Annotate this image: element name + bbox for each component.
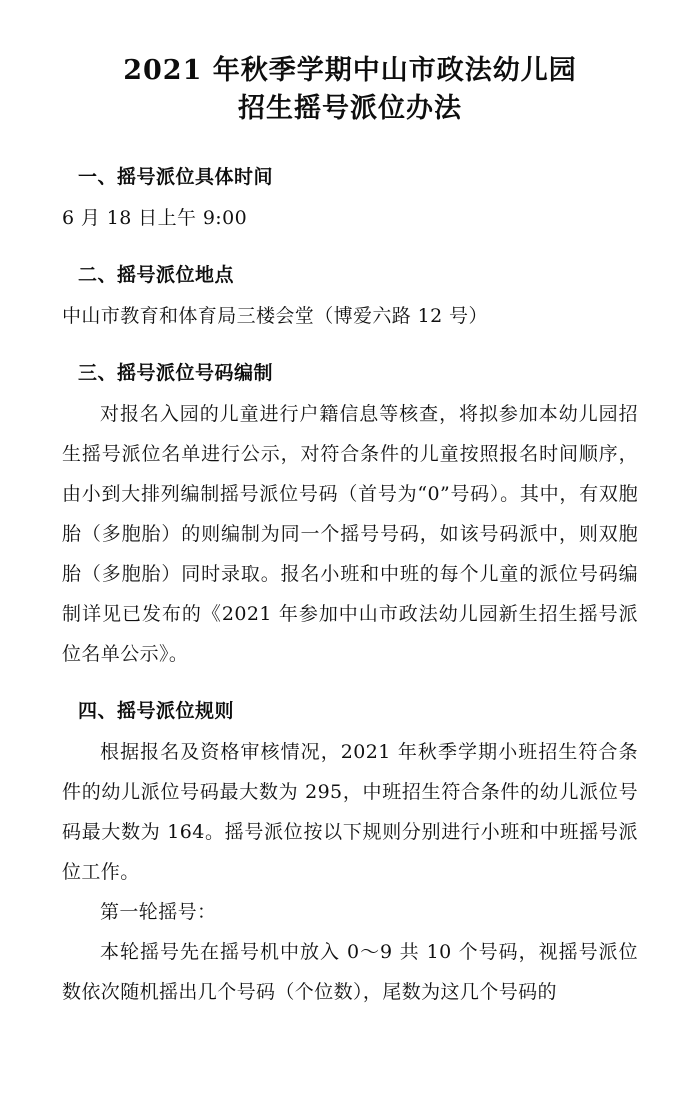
section-1-paragraph-1: 6 月 18 日上午 9:00	[62, 207, 248, 229]
page-title	[62, 52, 638, 128]
document-body	[62, 162, 638, 1012]
section-2-paragraph-1: 中山市教育和体育局三楼会堂（博爱六路 12 号）	[62, 305, 488, 327]
section-3-paragraph-1: 对报名入园的儿童进行户籍信息等核查，将拟参加本幼儿园招生摇号派位名单进行公示，对符合条件的儿童按照报名时间顺序，由小到大排列编制摇号派位号码（首号为“0”号码）。其中，有双胞胎（多胞胎）的则编制为同一个摇号号码，如该号码派中，则双胞胎（多胞胎）同时录取。报名小班和中班的每个儿童的派位号码编制详见已发布的《2021 年参加中山市政法幼儿园新生招生摇号派位名单公示》。	[62, 403, 638, 665]
page-title-line-1: 2021 年秋季学期中山市政法幼儿园	[123, 55, 577, 86]
section-4-paragraph-1: 根据报名及资格审核情况，2021 年秋季学期小班招生符合条件的幼儿派位号码最大数为 295，中班招生符合条件的幼儿派位号码最大数为 164。摇号派位按以下规则分别进行小班和中班摇号派位工作。	[62, 741, 638, 883]
section-heading-4: 四、摇号派位规则	[78, 700, 235, 722]
page-title-line-2: 招生摇号派位办法	[238, 93, 462, 124]
section-4-paragraph-2: 第一轮摇号：	[100, 901, 217, 923]
section-heading-1: 一、摇号派位具体时间	[78, 166, 274, 188]
section-4-paragraph-3: 本轮摇号先在摇号机中放入 0～9 共 10 个号码，视摇号派位数依次随机摇出几个号码（个位数），尾数为这几个号码的	[62, 941, 638, 1003]
section-heading-3: 三、摇号派位号码编制	[78, 362, 274, 384]
section-heading-2: 二、摇号派位地点	[78, 264, 235, 286]
